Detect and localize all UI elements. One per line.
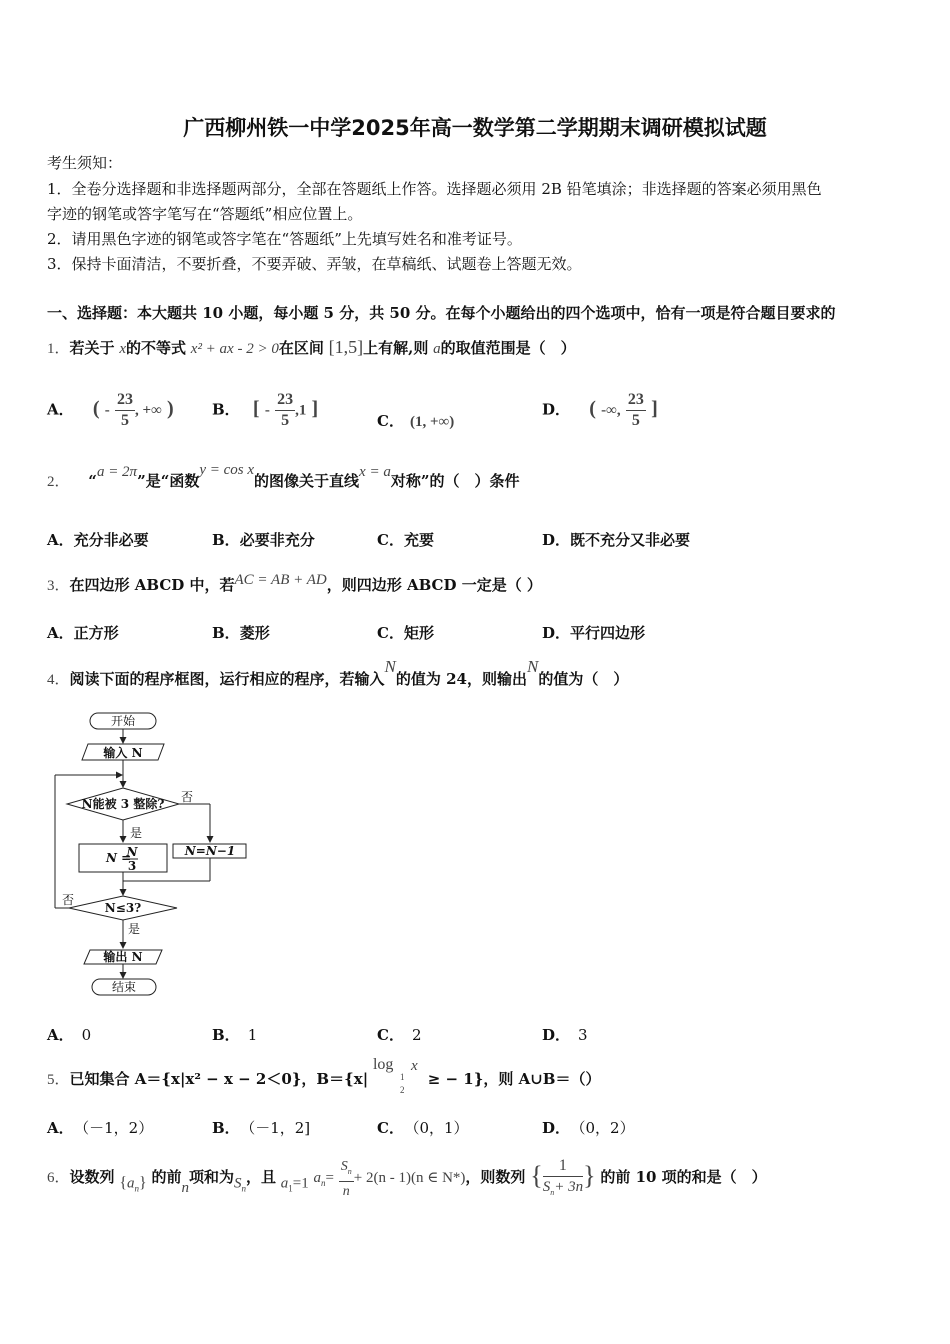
- q5-option-d[interactable]: D． （0，2）: [542, 1119, 635, 1137]
- q3-option-c[interactable]: C．矩形: [377, 624, 434, 642]
- flow-assign1-den: 3: [127, 859, 137, 873]
- question-5: 5．已知集合 A＝{x|x² − x − 2＜0}，B＝{x| log 1 2 x ≥ − 1}，则 A∪B＝（）: [47, 1056, 601, 1095]
- q4-option-c[interactable]: C． 2: [377, 1026, 422, 1044]
- q1-option-d[interactable]: D． ( -∞, $\frac{23}{5}$ ]: [542, 391, 658, 429]
- q3-option-b[interactable]: B．菱形: [212, 624, 270, 642]
- flow-end-label: 结束: [111, 980, 137, 994]
- flow-cond1-label: N能被 3 整除?: [81, 797, 165, 811]
- question-2: 2． “a = 2π”是“函数y = cos x的图像关于直线x = a对称”的（ ）条件: [47, 462, 520, 490]
- flow-input-label: 输入 N: [103, 746, 143, 760]
- flow-assign1-num: N: [126, 845, 138, 859]
- question-6: 6．设数列 $\{a_n\}$ 的前n项和为$S_n$，且 $a_1=1$ $a_n=$ $\frac{S_n}{n}$ + 2(n - 1)(n ∈ N*)，则数列 { $\frac{1}{S_n+ 3n}$ } 的前 10 项的和是（ ）: [47, 1157, 767, 1200]
- q2-option-a[interactable]: A．充分非必要: [47, 531, 149, 549]
- flowchart: [50, 705, 260, 1000]
- flow-cond2-label: N≤3?: [104, 901, 142, 915]
- q3-option-d[interactable]: D．平行四边形: [542, 624, 646, 642]
- notice-heading: 考生须知：: [47, 154, 123, 172]
- q3-option-a[interactable]: A．正方形: [47, 624, 119, 642]
- q4-option-b[interactable]: B． 1: [212, 1026, 258, 1044]
- flow-yes2-label: 是: [128, 922, 141, 936]
- notice-line-3: 3．保持卡面清洁，不要折叠，不要弄破、弄皱，在草稿纸、试题卷上答题无效。: [47, 255, 582, 273]
- q1-option-a[interactable]: A． ( - $\frac{23}{5}$ , +∞ ): [47, 391, 174, 429]
- flow-yes1-label: 是: [130, 826, 143, 840]
- section-heading: 一、选择题：本大题共 10 小题，每小题 5 分，共 50 分。在每个小题给出的四个选项中，恰有一项是符合题目要求的: [47, 304, 836, 322]
- notice-line-1a: 1．全卷分选择题和非选择题两部分，全部在答题纸上作答。选择题必须用 2B 铅笔填涂；非选择题的答案必须用黑色: [47, 180, 822, 198]
- flow-start-label: 开始: [110, 714, 136, 728]
- notice-line-2: 2．请用黑色字迹的钢笔或答字笔在“答题纸”上先填写姓名和准考证号。: [47, 230, 522, 248]
- flow-assign1-lhs: N =: [106, 851, 132, 865]
- question-1: 1．若关于 x的不等式 x² + ax - 2 > 0在区间 [1,5]上有解,则 a的取值范围是（ ）: [47, 337, 576, 357]
- q4-option-a[interactable]: A． 0: [47, 1026, 92, 1044]
- question-4: 4．阅读下面的程序框图，运行相应的程序，若输入N的值为 24，则输出N的值为（ ）: [47, 657, 629, 688]
- q1-option-b[interactable]: B． [ - $\frac{23}{5}$ ,1 ]: [212, 391, 319, 429]
- notice-line-1b: 字迹的钢笔或答字笔写在“答题纸”相应位置上。: [47, 205, 363, 223]
- q4-option-d[interactable]: D． 3: [542, 1026, 588, 1044]
- q5-option-c[interactable]: C． （0，1）: [377, 1119, 469, 1137]
- q2-option-d[interactable]: D．既不充分又非必要: [542, 531, 691, 549]
- q2-option-b[interactable]: B．必要非充分: [212, 531, 315, 549]
- flow-output-label: 输出 N: [103, 950, 143, 964]
- q1-option-c[interactable]: C． (1, +∞): [377, 412, 455, 430]
- question-3: 3．在四边形 ABCD 中，若AC = AB + AD，则四边形 ABCD 一定是（ ）: [47, 572, 542, 594]
- q2-option-c[interactable]: C．充要: [377, 531, 434, 549]
- page-title: 广西柳州铁一中学2025年高一数学第二学期期末调研模拟试题: [183, 116, 767, 140]
- q5-option-b[interactable]: B． （－1，2]: [212, 1119, 311, 1137]
- flow-assign2-label: N=N−1: [184, 844, 236, 858]
- flow-no1-label: 否: [181, 790, 194, 804]
- flow-no2-label: 否: [62, 893, 75, 907]
- q5-option-a[interactable]: A． （－1，2）: [47, 1119, 154, 1137]
